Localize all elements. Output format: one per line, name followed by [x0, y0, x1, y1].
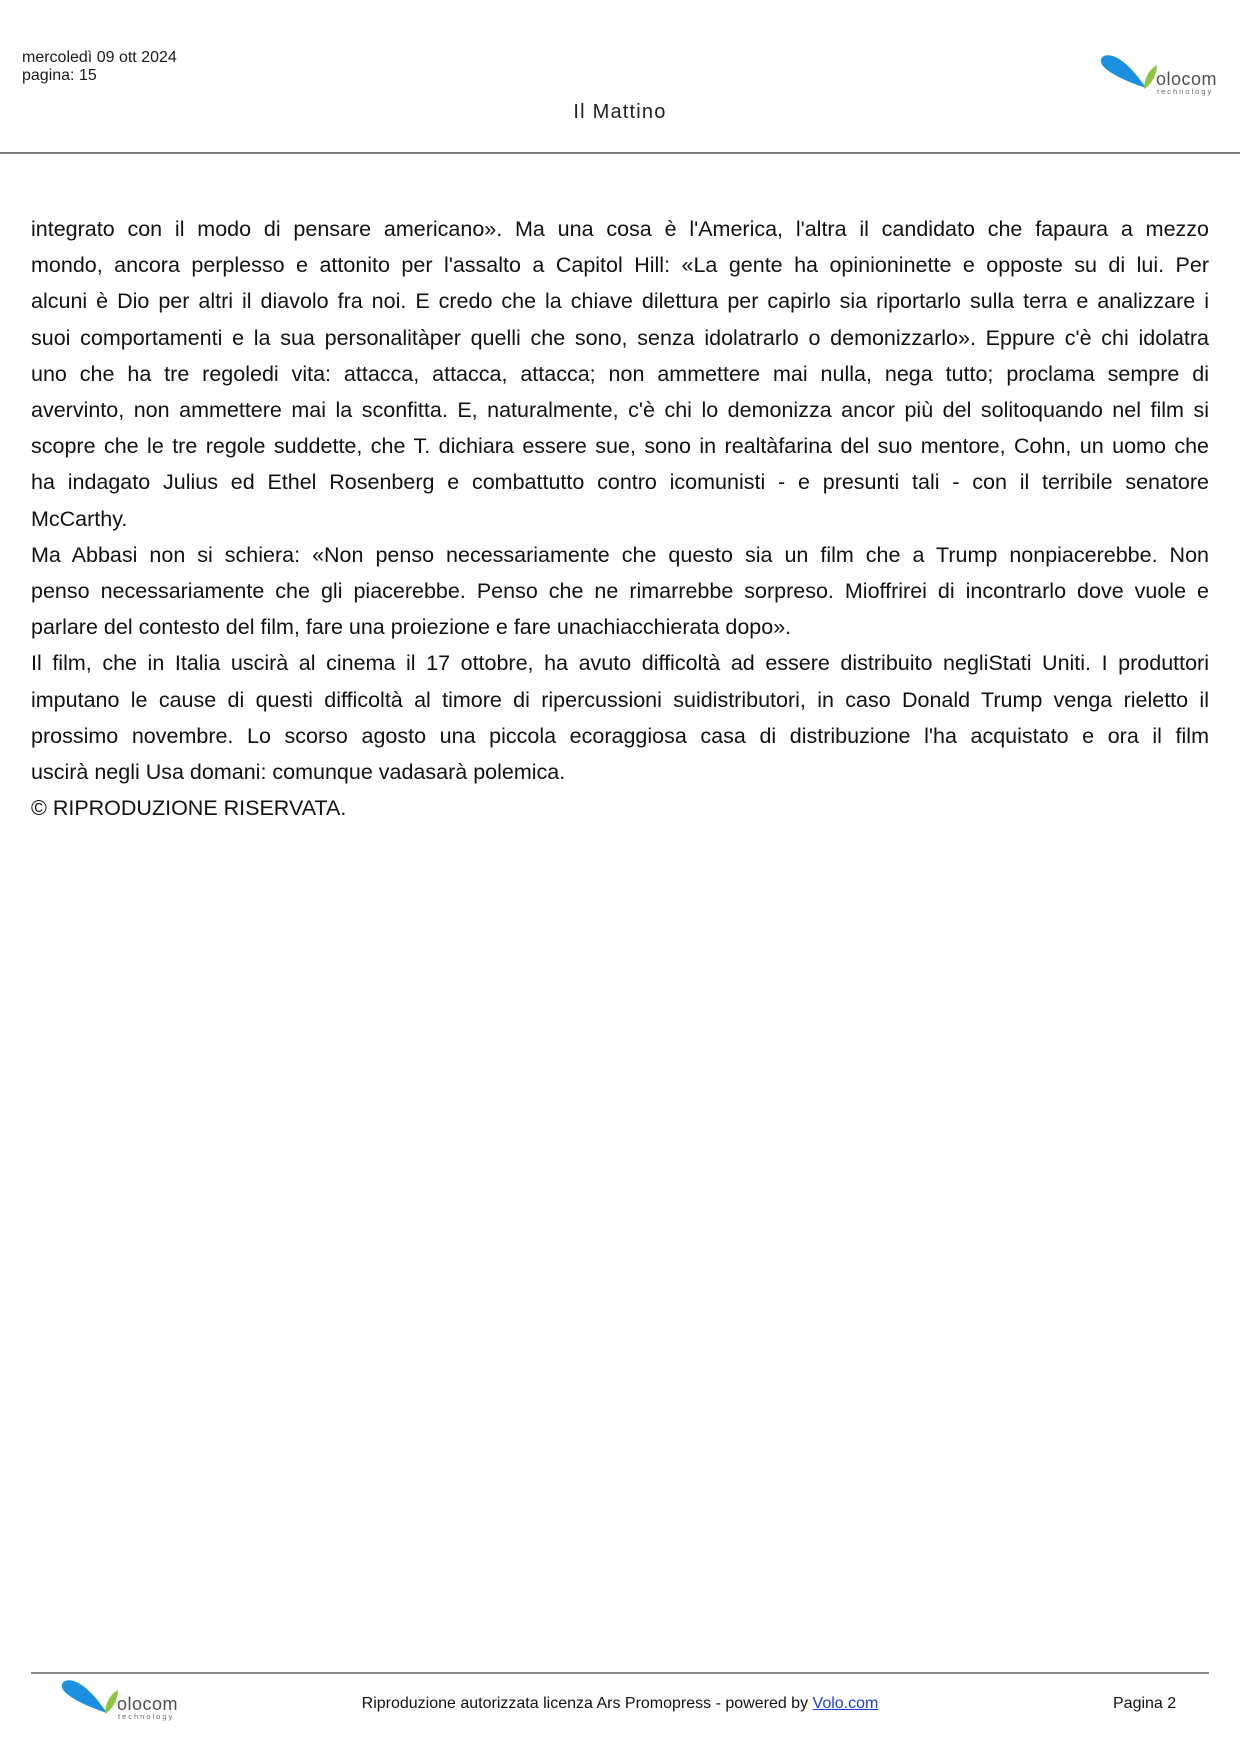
copyright-notice — [31, 790, 1209, 826]
text-line: uscirà negli Usa domani: comunque vadasarà polemica. — [31, 760, 566, 785]
volo-com-link[interactable]: Volo.com — [812, 1695, 879, 1712]
logo-tagline: technology — [1157, 87, 1214, 96]
publication-title: Il Mattino — [573, 101, 667, 123]
text-line: Il film, che in Italia uscirà al cinema il 17 ottobre, ha avuto difficoltà ad essere distribuito negliStati Uniti. I produttori — [31, 651, 1209, 676]
header-logo — [1100, 54, 1218, 104]
footer-license-text: Riproduzione autorizzata licenza Ars Promopress - powered by — [361, 1695, 809, 1712]
text-line: © RIPRODUZIONE RISERVATA. — [31, 796, 347, 821]
logo-drop-shape — [1101, 55, 1146, 88]
footer-divider — [31, 1672, 1209, 1674]
logo-tagline: technology — [118, 1712, 175, 1721]
text-line: ha indagato Julius ed Ethel Rosenberg e combattutto contro icomunisti - e presunti tali - con il terribile senatore — [31, 470, 1209, 495]
text-line: suoi comportamenti e la sua personalitàper quelli che sono, senza idolatrarlo o demonizzarlo». Eppure c'è chi idolatra — [31, 325, 1209, 350]
footer-page-number: Pagina 2 — [1113, 1695, 1177, 1712]
text-line: McCarthy. — [31, 506, 128, 531]
volocom-logo-icon — [1100, 54, 1218, 104]
text-line: scopre che le tre regole suddette, che T. dichiara essere sue, sono in realtàfarina del suo mentore, Cohn, un uomo che — [31, 434, 1209, 459]
paragraph — [31, 645, 1209, 790]
logo-wordmark: olocom — [1156, 69, 1218, 89]
logo-wordmark: olocom — [117, 1694, 179, 1714]
text-line: uno che ha tre regoledi vita: attacca, attacca, attacca; non ammettere mai nulla, nega tutto; proclama sempre di — [31, 361, 1209, 386]
text-line: mondo, ancora perplesso e attonito per l'assalto a Capitol Hill: «La gente ha opinioninette e opposte su di lui. Per — [31, 253, 1209, 278]
text-line: Ma Abbasi non si schiera: «Non penso necessariamente che questo sia un film che a Trump nonpiacerebbe. Non — [31, 542, 1209, 567]
text-line: prossimo novembre. Lo scorso agosto una piccola ecoraggiosa casa di distribuzione l'ha acquistato e ora il film — [31, 723, 1209, 748]
header-meta — [22, 49, 177, 85]
header-date: mercoledì 09 ott 2024 — [22, 49, 177, 66]
text-line: integrato con il modo di pensare americano». Ma una cosa è l'America, l'altra il candidato che fapaura a mezzo — [31, 217, 1209, 241]
text-line: imputano le cause di questi difficoltà al timore di ripercussioni suidistributori, in caso Donald Trump venga rieletto il — [31, 687, 1209, 712]
text-line: parlare del contesto del film, fare una proiezione e fare unachiacchierata dopo». — [31, 615, 792, 640]
paragraph — [31, 537, 1209, 646]
paragraph — [31, 211, 1209, 537]
text-line: penso necessariamente che gli piacerebbe. Penso che ne rimarrebbe sorpreso. Mioffrirei di incontrarlo dove vuole e — [31, 579, 1209, 604]
header-page-number: pagina: 15 — [22, 67, 97, 84]
text-line: alcuni è Dio per altri il diavolo fra noi. E credo che la chiave dilettura per capirlo sia riportarlo sulla terra e analizzare i — [31, 289, 1209, 314]
footer-license — [0, 1694, 1240, 1714]
article-body — [31, 211, 1209, 826]
text-line: avervinto, non ammettere mai la sconfitta. E, naturalmente, c'è chi lo demonizza ancor più del solitoquando nel film si — [31, 398, 1209, 423]
header-divider — [0, 152, 1240, 154]
